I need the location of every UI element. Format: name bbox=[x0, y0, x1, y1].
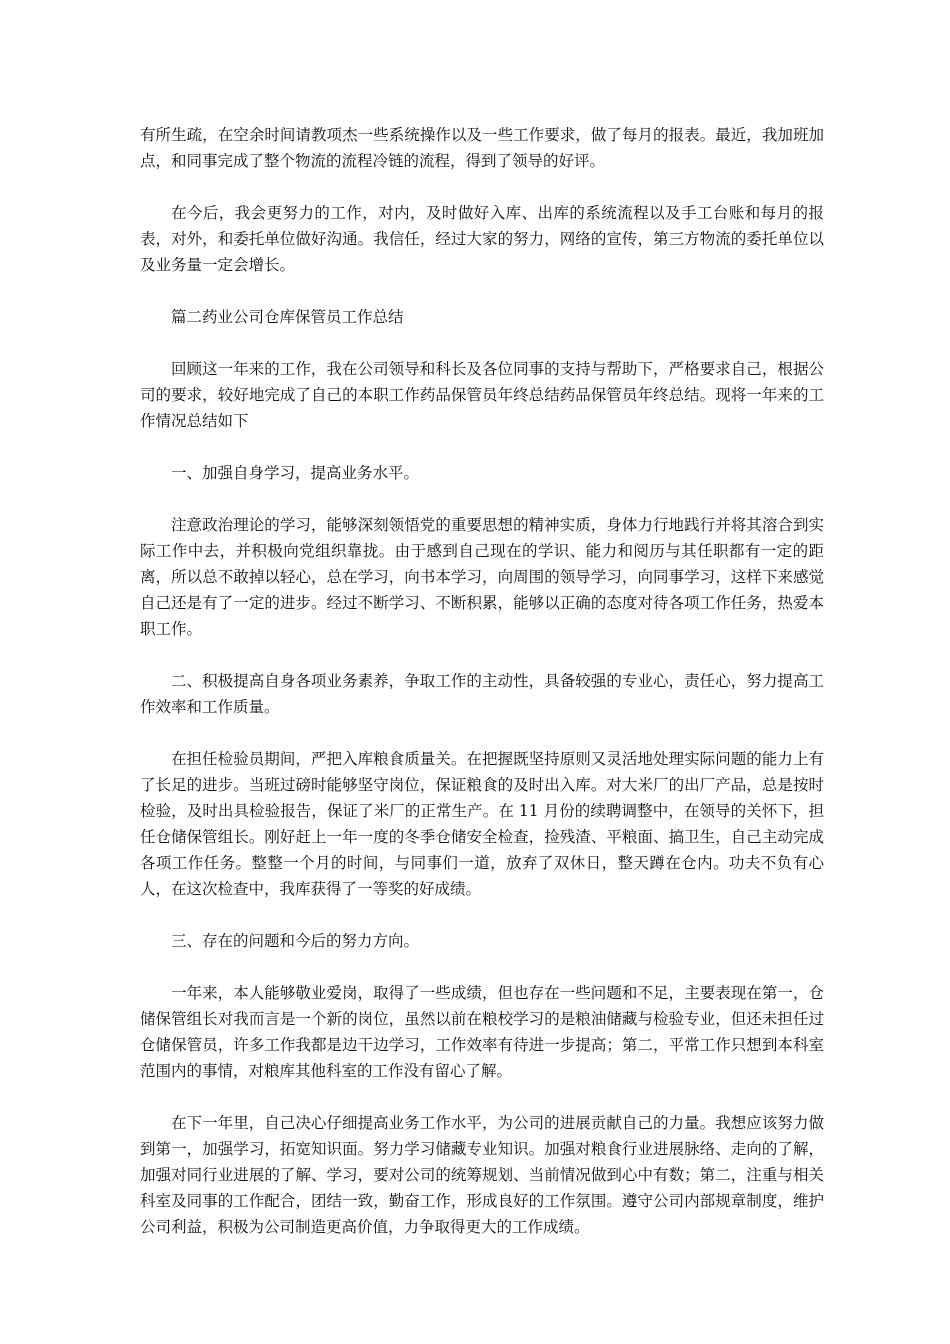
paragraph-future-plans: 在今后，我会更努力的工作，对内，及时做好入库、出库的系统流程以及手工台账和每月的报表，对外，和委托单位做好沟通。我信任，经过大家的努力，网络的宣传，第三方物流的委托单位以及业务量一定会增长。 bbox=[140, 204, 824, 274]
heading-two: 二、积极提高自身各项业务素养，争取工作的主动性，具备较强的专业心，责任心，努力提高工作效率和工作质量。 bbox=[140, 672, 824, 716]
paragraph-study: 注意政治理论的学习，能够深刻领悟党的重要思想的精神实质，身体力行地践行并将其溶合到实际工作中去，并积极向党组织靠拢。由于感到自己现在的学识、能力和阅历与其任职都有一定的距离，所以总不敢掉以轻心，总在学习，向书本学习，向周围的领导学习，向同事学习，这样下来感觉自己还是有了一定的进步。经过不断学习、不断积累，能够以正确的态度对待各项工作任务，热爱本职工作。 bbox=[140, 516, 824, 638]
paragraph-intro-continuation: 有所生疏，在空余时间请教项杰一些系统操作以及一些工作要求，做了每月的报表。最近，我加班加点，和同事完成了整个物流的流程冷链的流程，得到了领导的好评。 bbox=[140, 126, 824, 170]
paragraph-review: 回顾这一年来的工作，我在公司领导和科长及各位同事的支持与帮助下，严格要求自己，根据公司的要求，较好地完成了自己的本职工作药品保管员年终总结药品保管员年终总结。现将一年来的工作情况总结如下 bbox=[140, 360, 824, 430]
paragraph-inspector: 在担任检验员期间，严把入库粮食质量关。在把握既坚持原则又灵活地处理实际问题的能力上有了长足的进步。当班过磅时能够坚守岗位，保证粮食的及时出入库。对大米厂的出厂产品，总是按时检验，及时出具检验报告，保证了米厂的正常生产。在 11 月份的续聘调整中，在领导的关怀下，担任仓储保管组长。刚好赶上一年一度的冬季仓储安全检查，捡残渣、平粮面、搞卫生，自己主动完成各项工作任务。整整一个月的时间，与同事们一道，放弃了双休日，整天蹲在仓内。功夫不负有心人，在这次检查中，我库获得了一等奖的好成绩。 bbox=[140, 750, 824, 898]
paragraph-problems: 一年来，本人能够敬业爱岗，取得了一些成绩，但也存在一些问题和不足，主要表现在第一，仓储保管组长对我而言是一个新的岗位，虽然以前在粮校学习的是粮油储藏与检验专业，但还未担任过仓储保管员，许多工作我都是边干边学习，工作效率有待进一步提高；第二，平常工作只想到本科室范围内的事情，对粮库其他科室的工作没有留心了解。 bbox=[140, 984, 824, 1080]
section-title-part-two: 篇二药业公司仓库保管员工作总结 bbox=[171, 308, 404, 326]
heading-one: 一、加强自身学习，提高业务水平。 bbox=[171, 464, 420, 482]
paragraph-next-year: 在下一年里，自己决心仔细提高业务工作水平，为公司的进展贡献自己的力量。我想应该努力做到第一，加强学习，拓宽知识面。努力学习储藏专业知识。加强对粮食行业进展脉络、走向的了解，加强对同行业进展的了解、学习，要对公司的统筹规划、当前情况做到心中有数；第二，注重与相关科室及同事的工作配合，团结一致，勤奋工作，形成良好的工作氛围。遵守公司内部规章制度，维护公司利益，积极为公司制造更高价值，力争取得更大的工作成绩。 bbox=[140, 1114, 824, 1236]
document-page bbox=[140, 122, 824, 1266]
heading-three: 三、存在的问题和今后的努力方向。 bbox=[171, 932, 420, 950]
